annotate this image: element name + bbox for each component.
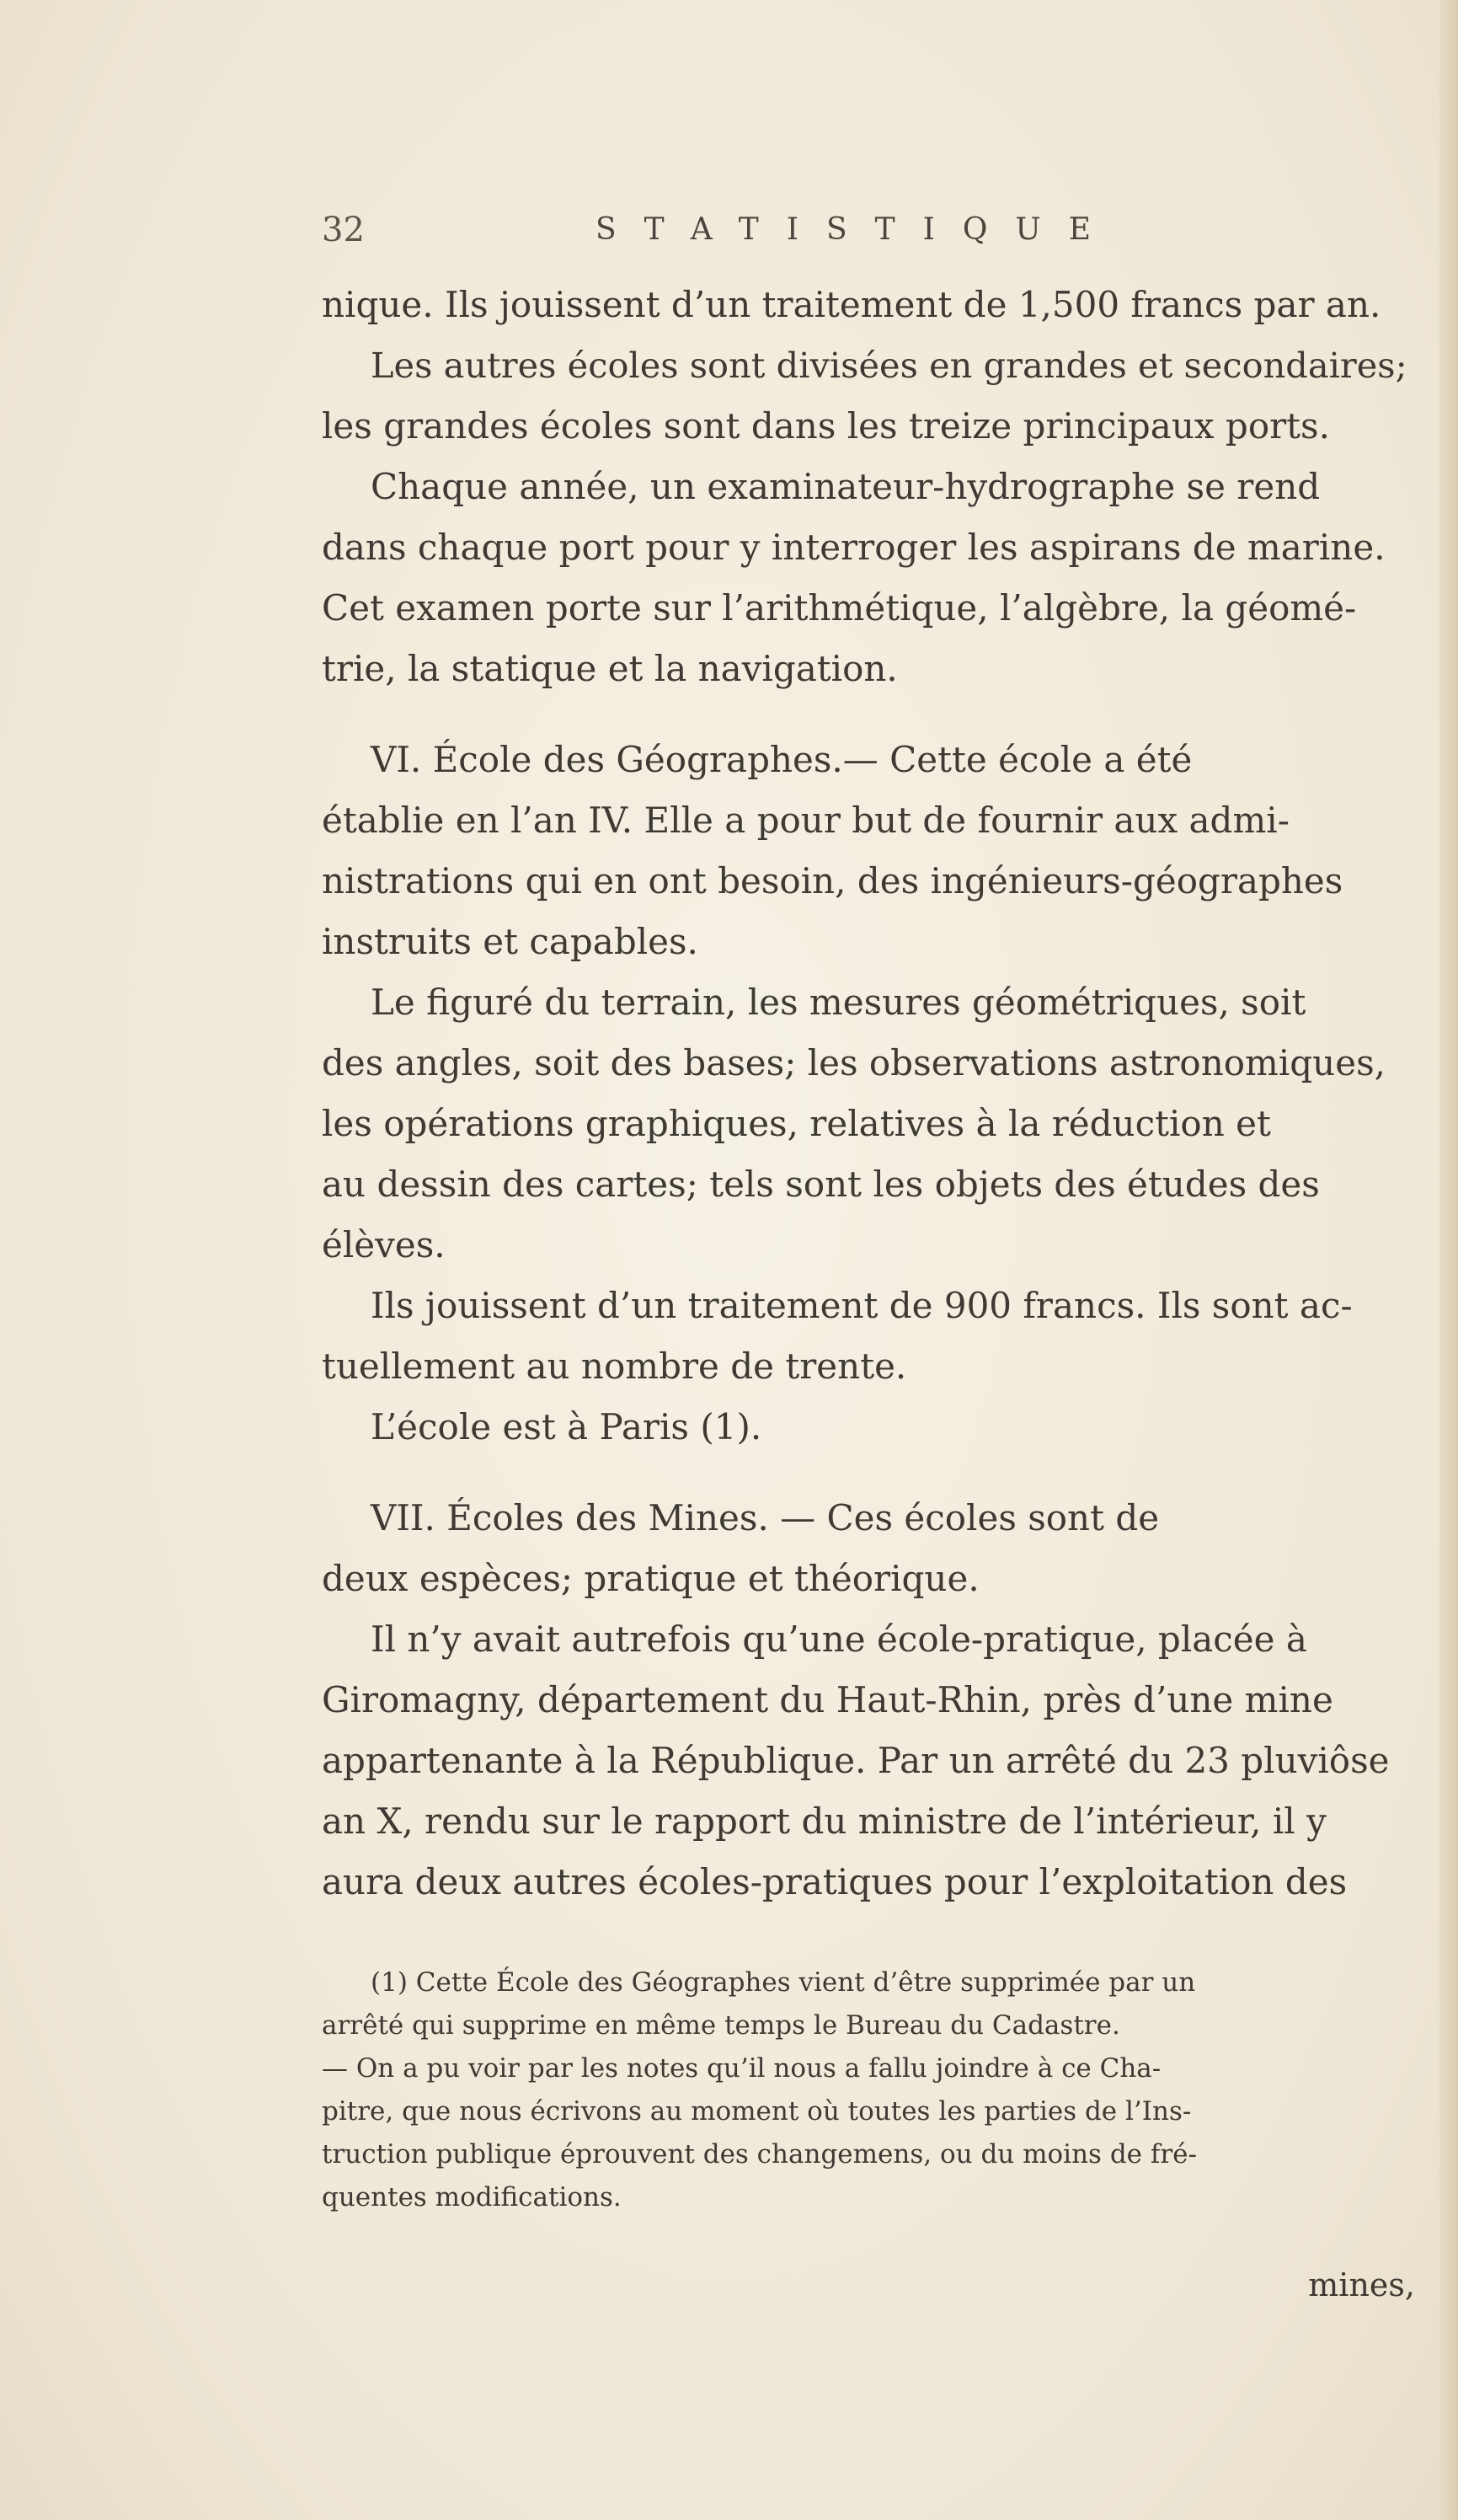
footnote-line: (1) Cette École des Géographes vient d’être supprimée par un bbox=[371, 1967, 1196, 1998]
text-line: élèves. bbox=[322, 1224, 446, 1265]
text-line: Les autres écoles sont divisées en grandes et secondaires; bbox=[371, 345, 1407, 386]
text-line: Ils jouissent d’un traitement de 900 francs. Ils sont ac- bbox=[371, 1285, 1353, 1326]
page-number: 32 bbox=[322, 211, 365, 249]
text-line: instruits et capables. bbox=[322, 921, 698, 962]
text-line: L’école est à Paris (1). bbox=[371, 1406, 762, 1447]
text-line: nistrations qui en ont besoin, des ingénieurs-géographes bbox=[322, 860, 1343, 902]
section-heading-vi: VI. École des Géographes.— Cette école a été bbox=[371, 739, 1193, 780]
text-line: les opérations graphiques, relatives à la réduction et bbox=[322, 1103, 1271, 1144]
text-line: Giromagny, département du Haut-Rhin, près d’une mine bbox=[322, 1679, 1333, 1720]
text-line: aura deux autres écoles-pratiques pour l’exploitation des bbox=[322, 1861, 1348, 1902]
text-line: des angles, soit des bases; les observations astronomiques, bbox=[322, 1042, 1386, 1083]
footnote-line: truction publique éprouvent des changemens, ou du moins de fré- bbox=[322, 2139, 1197, 2170]
text-line: dans chaque port pour y interroger les aspirans de marine. bbox=[322, 527, 1386, 568]
section-heading-vii: VII. Écoles des Mines. — Ces écoles sont de bbox=[371, 1497, 1160, 1538]
footnote-line: — On a pu voir par les notes qu’il nous a fallu joindre à ce Cha- bbox=[322, 2053, 1162, 2084]
text-line: tuellement au nombre de trente. bbox=[322, 1346, 907, 1387]
text-line: Chaque année, un examinateur-hydrographe se rend bbox=[371, 466, 1321, 507]
text-line: Cet examen porte sur l’arithmétique, l’algèbre, la géomé- bbox=[322, 587, 1357, 629]
text-block bbox=[322, 211, 1417, 2219]
text-line: appartenante à la République. Par un arrêté du 23 pluviôse bbox=[322, 1740, 1390, 1781]
text-line: les grandes écoles sont dans les treize principaux ports. bbox=[322, 405, 1330, 447]
text-line: nique. Ils jouissent d’un traitement de 1,500 francs par an. bbox=[322, 284, 1381, 325]
running-head bbox=[322, 211, 1417, 270]
catchword: mines, bbox=[1308, 2266, 1415, 2303]
text-line: Il n’y avait autrefois qu’une école-pratique, placée à bbox=[371, 1618, 1307, 1660]
footnote-line: quentes modifications. bbox=[322, 2182, 622, 2212]
footnote bbox=[322, 1961, 1417, 2219]
text-line: au dessin des cartes; tels sont les objets des études des bbox=[322, 1164, 1320, 1205]
catchword-area bbox=[1137, 2266, 1415, 2317]
text-line: Le figuré du terrain, les mesures géométriques, soit bbox=[371, 982, 1306, 1023]
text-line: trie, la statique et la navigation. bbox=[322, 648, 898, 689]
text-line: an X, rendu sur le rapport du ministre de l’intérieur, il y bbox=[322, 1800, 1327, 1842]
footnote-line: pitre, que nous écrivons au moment où toutes les parties de l’Ins- bbox=[322, 2096, 1192, 2127]
footnote-line: arrêté qui supprime en même temps le Bureau du Cadastre. bbox=[322, 2010, 1120, 2041]
text-line: établie en l’an IV. Elle a pour but de fournir aux admi- bbox=[322, 800, 1290, 841]
page-edge bbox=[1439, 0, 1458, 2520]
text-line: deux espèces; pratique et théorique. bbox=[322, 1558, 980, 1599]
running-title: STATISTIQUE bbox=[595, 212, 1119, 247]
